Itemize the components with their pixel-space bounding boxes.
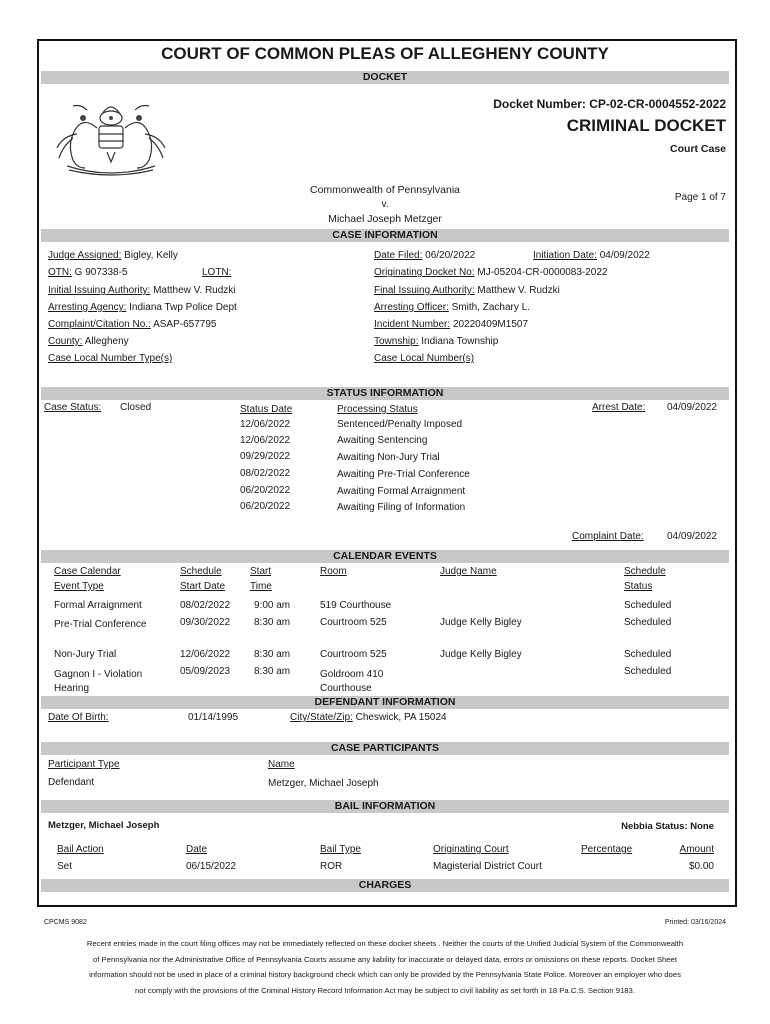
lotn-label: LOTN:	[202, 267, 232, 278]
processing-status-header: Processing Status	[337, 404, 418, 415]
arresting-agency-row	[48, 302, 237, 313]
initial-authority-row	[48, 285, 236, 296]
processing-status: Awaiting Sentencing	[337, 435, 428, 446]
complaint-label: Complaint/Citation No.:	[48, 319, 151, 330]
arrest-date-value: 04/09/2022	[667, 402, 718, 413]
status-date: 06/20/2022	[240, 501, 291, 512]
date-filed-value: 06/20/2022	[425, 250, 476, 261]
bail-date-header: Date	[186, 844, 208, 855]
caption-defendant: Michael Joseph Metzger	[328, 213, 442, 225]
caption-versus: v.	[381, 199, 389, 210]
cal-header-sched2: Start Date	[180, 581, 226, 592]
arresting-agency-label: Arresting Agency:	[48, 302, 127, 313]
case-local-type-label: Case Local Number Type(s)	[48, 353, 173, 364]
bail-amount: $0.00	[688, 861, 714, 872]
incident-row	[374, 319, 528, 330]
judge-label: Judge Assigned:	[48, 250, 122, 261]
court-title: COURT OF COMMON PLEAS OF ALLEGHENY COUNTY	[161, 44, 609, 63]
nebbia-status: Nebbia Status: None	[621, 821, 714, 832]
arresting-officer-value: Smith, Zachary L.	[451, 302, 530, 313]
bail-action: Set	[57, 861, 73, 872]
cal-event: Pre-Trial Conference	[54, 619, 147, 630]
participant-type-header: Participant Type	[48, 759, 120, 770]
case-participants-bar: CASE PARTICIPANTS	[41, 742, 729, 755]
status-date-header: Status Date	[240, 404, 293, 415]
processing-status: Awaiting Filing of Information	[337, 502, 466, 513]
initiation-row	[533, 250, 650, 261]
printed-date: Printed: 03/16/2024	[664, 919, 726, 926]
bail-court: Magisterial District Court	[433, 861, 542, 872]
docket-number: Docket Number: CP-02-CR-0004552-2022	[493, 97, 726, 111]
defendant-information-bar: DEFENDANT INFORMATION	[41, 696, 729, 709]
cal-time: 8:30 am	[254, 617, 291, 628]
caption-plaintiff: Commonwealth of Pennsylvania	[310, 184, 460, 196]
orig-docket-value: MJ-05204-CR-0000083-2022	[477, 267, 608, 278]
page-indicator: Page 1 of 7	[674, 192, 726, 203]
final-authority-label: Final Issuing Authority:	[374, 285, 475, 296]
cal-header-judge: Judge Name	[440, 566, 497, 577]
complaint-row	[48, 319, 216, 330]
cal-header-start1: Start	[250, 566, 272, 577]
complaint-value: ASAP-657795	[153, 319, 217, 330]
city-state-zip-row	[290, 712, 447, 723]
otn-value: G 907338-5	[74, 267, 128, 278]
bail-date: 06/15/2022	[186, 861, 237, 872]
calendar-events-bar: CALENDAR EVENTS	[41, 550, 729, 563]
cal-judge: Judge Kelly Bigley	[440, 649, 522, 660]
otn-label: OTN:	[48, 267, 72, 278]
processing-status: Awaiting Pre-Trial Conference	[337, 469, 470, 480]
charges-bar: CHARGES	[41, 879, 729, 892]
final-authority-row	[374, 285, 560, 296]
bail-amount-header: Amount	[679, 844, 714, 855]
status-date: 06/20/2022	[240, 485, 291, 496]
final-authority-value: Matthew V. Rudzki	[477, 285, 560, 296]
date-filed-row	[374, 250, 475, 261]
cal-header-event1: Case Calendar	[54, 566, 121, 577]
incident-value: 20220409M1507	[452, 319, 529, 330]
orig-docket-label: Originating Docket No:	[374, 267, 475, 278]
arresting-officer-label: Arresting Officer:	[374, 302, 449, 313]
cal-header-status2: Status	[624, 581, 653, 592]
cal-header-event2: Event Type	[54, 581, 104, 592]
bail-person: Metzger, Michael Joseph	[48, 820, 160, 831]
township-value: Indiana Township	[421, 336, 499, 347]
status-date: 08/02/2022	[240, 468, 291, 479]
processing-status: Awaiting Non-Jury Trial	[337, 452, 440, 463]
bail-type: ROR	[320, 861, 343, 872]
participant-type: Defendant	[48, 777, 95, 788]
township-label: Township:	[374, 336, 419, 347]
disclaimer: Recent entries made in the court filing offices may not be immediately reflected on these docket sheets . Neither the courts of the Unified Judicial System of the Commonwealth of Pennsylvania nor the Administrative Office of Pennsylvania Courts assume any liability for inaccurate or delayed data, errors or omissions on these reports. Docket Sheet information should not be used in place of a criminal history background check which can only be provided by the Pennsylvania State Police. Moreover an employer who does not comply with the provisions of the Criminal History Record Information Act may be subject to civil liability as set forth in 18 Pa.C.S. Section 9183.	[86, 939, 684, 995]
cal-date: 09/30/2022	[180, 617, 231, 628]
case-local-number-label: Case Local Number(s)	[374, 353, 475, 364]
incident-label: Incident Number:	[374, 319, 451, 330]
cal-header-room: Room	[320, 566, 347, 577]
city-state-zip-label: City/State/Zip:	[290, 712, 353, 723]
city-state-zip-value: Cheswick, PA 15024	[355, 712, 447, 723]
cal-header-sched1: Schedule	[180, 566, 222, 577]
case-status-label: Case Status:	[44, 402, 102, 413]
cal-room: Courtroom 525	[320, 649, 387, 660]
township-row	[374, 336, 498, 347]
cal-event: Formal Arraignment	[54, 600, 142, 611]
participant-name: Metzger, Michael Joseph	[268, 778, 379, 789]
bail-type-header: Bail Type	[320, 844, 361, 855]
bail-action-header: Bail Action	[57, 844, 104, 855]
status-date: 09/29/2022	[240, 451, 291, 462]
cal-status: Scheduled	[624, 649, 672, 660]
status-information-bar: STATUS INFORMATION	[41, 387, 729, 400]
cal-time: 8:30 am	[254, 649, 291, 660]
bail-information-bar: BAIL INFORMATION	[41, 800, 729, 813]
processing-status: Sentenced/Penalty Imposed	[337, 419, 463, 430]
participant-name-header: Name	[268, 759, 295, 770]
cal-status: Scheduled	[624, 600, 672, 611]
otn-row	[48, 267, 128, 278]
complaint-date-label: Complaint Date:	[572, 531, 644, 542]
cal-header-status1: Schedule	[624, 566, 666, 577]
arrest-date-label: Arrest Date:	[592, 402, 646, 413]
cal-status: Scheduled	[624, 617, 672, 628]
cal-date: 05/09/2023	[180, 666, 231, 677]
judge-value: Bigley, Kelly	[124, 250, 178, 261]
date-filed-label: Date Filed:	[374, 250, 423, 261]
cal-date: 08/02/2022	[180, 600, 231, 611]
initial-authority-label: Initial Issuing Authority:	[48, 285, 151, 296]
judge-row	[48, 250, 178, 261]
processing-status: Awaiting Formal Arraignment	[337, 486, 466, 497]
county-value: Allegheny	[84, 336, 129, 347]
cal-time: 8:30 am	[254, 666, 291, 677]
form-id: CPCMS 9082	[44, 919, 87, 926]
cal-header-start2: Time	[250, 581, 272, 592]
arresting-agency-value: Indiana Twp Police Dept	[129, 302, 237, 313]
docket-bar: DOCKET	[41, 71, 729, 84]
cal-date: 12/06/2022	[180, 649, 231, 660]
cal-room: Courtroom 525	[320, 617, 387, 628]
initiation-value: 04/09/2022	[599, 250, 650, 261]
dob-label: Date Of Birth:	[48, 712, 109, 723]
case-information-bar: CASE INFORMATION	[41, 229, 729, 242]
cal-event: Gagnon I - Violation Hearing	[54, 669, 143, 694]
cal-event: Non-Jury Trial	[54, 649, 117, 660]
status-date: 12/06/2022	[240, 419, 291, 430]
cal-room: 519 Courthouse	[320, 600, 392, 611]
orig-docket-row	[374, 267, 607, 278]
cal-status: Scheduled	[624, 666, 672, 677]
pennsylvania-seal-icon	[47, 96, 175, 176]
arresting-officer-row	[374, 302, 530, 313]
dob-value: 01/14/1995	[188, 712, 239, 723]
county-row	[48, 336, 129, 347]
complaint-date-value: 04/09/2022	[667, 531, 718, 542]
bail-percentage-header: Percentage	[581, 844, 633, 855]
court-case-label: Court Case	[669, 143, 726, 155]
status-date: 12/06/2022	[240, 435, 291, 446]
initial-authority-value: Matthew V. Rudzki	[153, 285, 236, 296]
cal-judge: Judge Kelly Bigley	[440, 617, 522, 628]
county-label: County:	[48, 336, 83, 347]
cal-time: 9:00 am	[254, 600, 291, 611]
bail-court-header: Originating Court	[433, 844, 509, 855]
cal-room: Goldroom 410 Courthouse	[320, 669, 384, 694]
initiation-label: Initiation Date:	[533, 250, 597, 261]
case-status-value: Closed	[120, 402, 152, 413]
docket-type: CRIMINAL DOCKET	[566, 116, 726, 135]
